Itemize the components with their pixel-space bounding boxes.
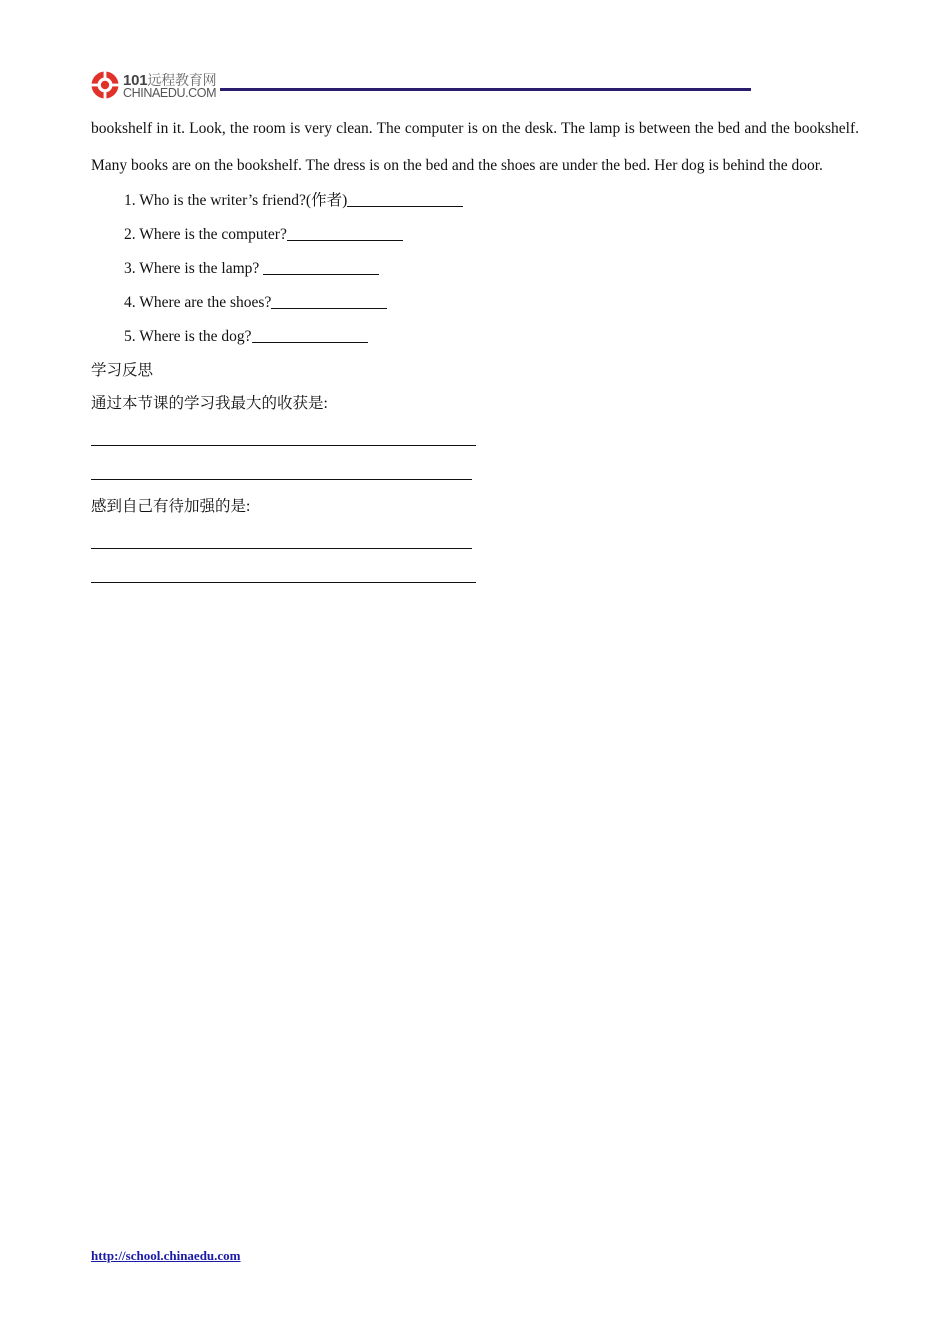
question-list (91, 184, 859, 354)
answer-blank[interactable] (347, 189, 463, 207)
reading-passage: bookshelf in it. Look, the room is very clean. The computer is on the desk. The lamp is between the bed and the bookshelf. Many books are on the bookshelf. The dress is on the bed and the shoes are under the bed. Her dog is behind the door. (91, 120, 859, 174)
logo (90, 68, 220, 102)
footer-link[interactable]: http://school.chinaedu.com (91, 1248, 241, 1263)
logo-mark-icon (90, 70, 120, 100)
question-2: 2. Where is the computer? (91, 218, 859, 252)
improve-answer-2[interactable] (91, 557, 859, 591)
page-footer (91, 1248, 241, 1264)
page-content (91, 110, 859, 591)
improve-answer-1[interactable] (91, 523, 859, 557)
answer-blank[interactable] (252, 325, 368, 343)
question-5: 5. Where is the dog? (91, 320, 859, 354)
improve-prompt: 感到自己有待加强的是: (91, 498, 251, 515)
logo-domain: CHINAEDU.COM (123, 86, 217, 100)
question-1: 1. Who is the writer’s friend?(作者) (91, 184, 859, 218)
gain-prompt: 通过本节课的学习我最大的收获是: (91, 395, 328, 412)
question-4: 4. Where are the shoes? (91, 286, 859, 320)
logo-wordmark: 101远程教育网 (123, 72, 217, 89)
answer-blank[interactable] (263, 257, 379, 275)
page-header (90, 68, 752, 104)
answer-blank[interactable] (271, 291, 387, 309)
gain-answer-1[interactable] (91, 420, 859, 454)
header-rule (220, 88, 751, 91)
gain-answer-2[interactable] (91, 454, 859, 488)
question-3: 3. Where is the lamp? (91, 252, 859, 286)
answer-blank[interactable] (287, 223, 403, 241)
reflection-title: 学习反思 (91, 362, 154, 379)
